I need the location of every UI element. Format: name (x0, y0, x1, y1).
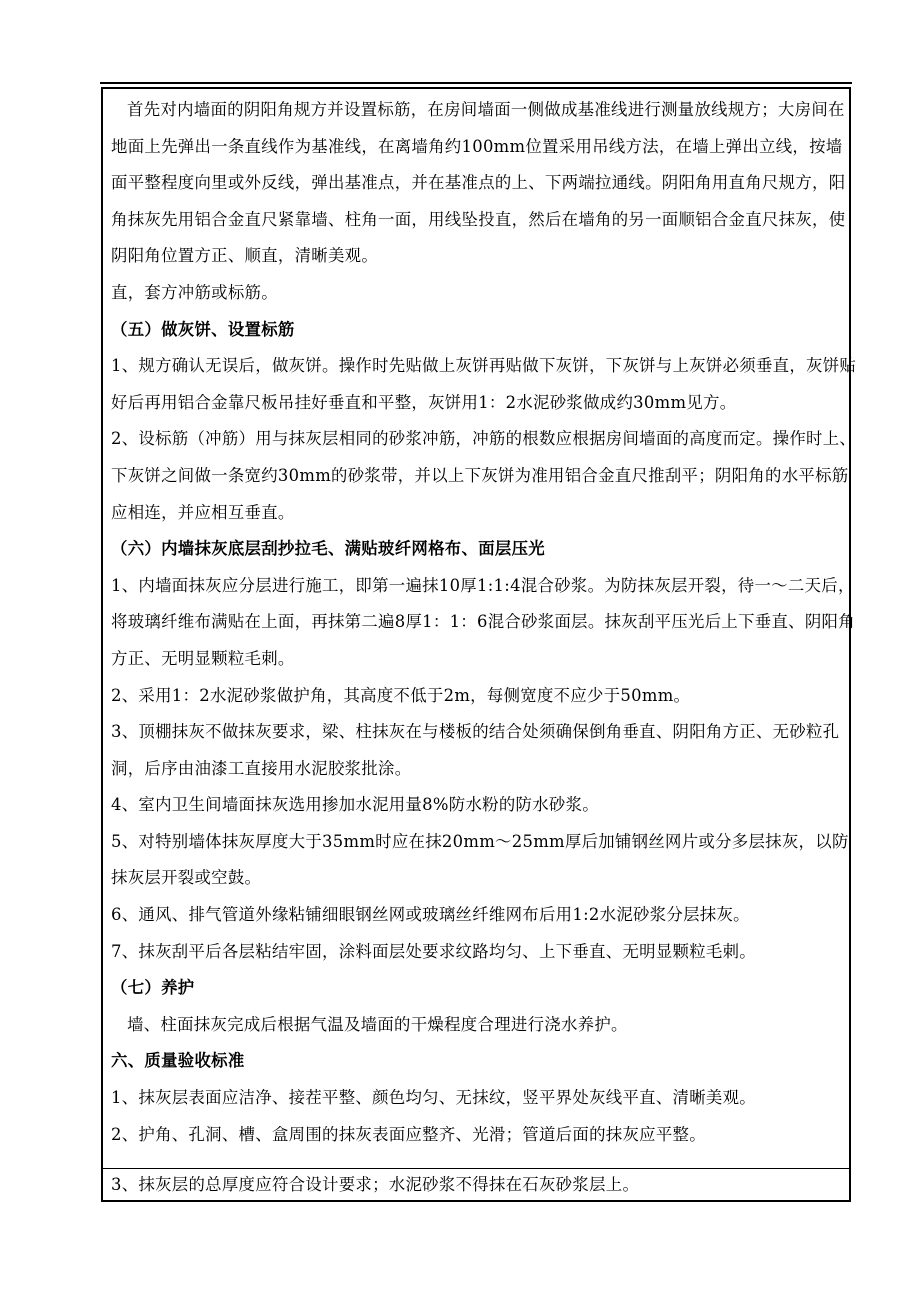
paragraph-intro: 首先对内墙面的阴阳角规方并设置标筋，在房间墙面一侧做成基准线进行测量放线规方；大房间在地面上先弹出一条直线作为基准线，在离墙角约100mm位置采用吊线方法，在墙上弹出立线，按墙面平整程度向里或外反线，弹出基准点，并在基准点的上、下两端拉通线。阴阳角用直角尺规方，阳角抹灰先用铝合金直尺紧靠墙、柱角一面，用线坠投直，然后在墙角的另一面顺铝合金直尺抹灰，使阴阳角位置方正、顺直，清晰美观。 (111, 100, 846, 266)
document-body (111, 92, 857, 1153)
list-item: 2、护角、孔洞、槽、盒周围的抹灰表面应整齐、光滑；管道后面的抹灰应平整。 (111, 1124, 706, 1144)
list-item: 2、采用1：2水泥砂浆做护角，其高度不低于2m，每侧宽度不应少于50mm。 (111, 685, 691, 705)
section-heading-quality: 六、质量验收标准 (111, 1051, 245, 1071)
final-list-item: 3、抹灰层的总厚度应符合设计要求；水泥砂浆不得抹在石灰砂浆层上。 (111, 1175, 640, 1194)
section-heading-6: （六）内墙抹灰底层刮抄拉毛、满贴玻纤网格布、面层压光 (111, 539, 545, 559)
paragraph-intro-tail: 直，套方冲筋或标筋。 (111, 282, 278, 302)
list-item: 1、规方确认无误后，做灰饼。操作时先贴做上灰饼再贴做下灰饼，下灰饼与上灰饼必须垂直，灰饼贴好后再用铝合金靠尺板吊挂好垂直和平整，灰饼用1：2水泥砂浆做成约30mm见方。 (111, 356, 857, 412)
list-item: 6、通风、排气管道外缘粘铺细眼钢丝网或玻璃丝纤维网布后用1:2水泥砂浆分层抹灰。 (111, 905, 750, 925)
section-heading-5: （五）做灰饼、设置标筋 (111, 319, 295, 339)
paragraph-curing: 墙、柱面抹灰完成后根据气温及墙面的干燥程度合理进行浇水养护。 (127, 1014, 628, 1034)
list-item: 3、顶棚抹灰不做抹灰要求，梁、柱抹灰在与楼板的结合处须确保倒角垂直、阴阳角方正、无砂粒孔洞，后序由油漆工直接用水泥胶浆批涂。 (111, 722, 840, 778)
list-item: 7、抹灰刮平后各层粘结牢固，涂料面层处要求纹路均匀、上下垂直、无明显颗粒毛刺。 (111, 941, 756, 961)
section-heading-7: （七）养护 (111, 978, 195, 998)
list-item: 4、室内卫生间墙面抹灰选用掺加水泥用量8%防水粉的防水砂浆。 (111, 795, 599, 815)
list-item: 1、内墙面抹灰应分层进行施工，即第一遍抹10厚1:1:4混合砂浆。为防抹灰层开裂，待一～二天后，将玻璃纤维布满贴在上面，再抹第二遍8厚1：1：6混合砂浆面层。抹灰刮平压光后上下垂直、阴阳角方正、无明显颗粒毛刺。 (111, 575, 855, 668)
list-item: 1、抹灰层表面应洁净、接茬平整、颜色均匀、无抹纹，竖平界处灰线平直、清晰美观。 (111, 1088, 756, 1108)
header-rule (100, 82, 852, 84)
list-item: 2、设标筋（冲筋）用与抹灰层相同的砂浆冲筋，冲筋的根数应根据房间墙面的高度而定。操作时上、下灰饼之间做一条宽约30mm的砂浆带，并以上下灰饼为准用铝合金直尺推刮平；阴阳角的水平标筋应相连，并应相互垂直。 (111, 429, 857, 522)
list-item: 5、对特别墙体抹灰厚度大于35mm时应在抹20mm～25mm厚后加铺钢丝网片或分多层抹灰，以防抹灰层开裂或空鼓。 (111, 831, 849, 888)
